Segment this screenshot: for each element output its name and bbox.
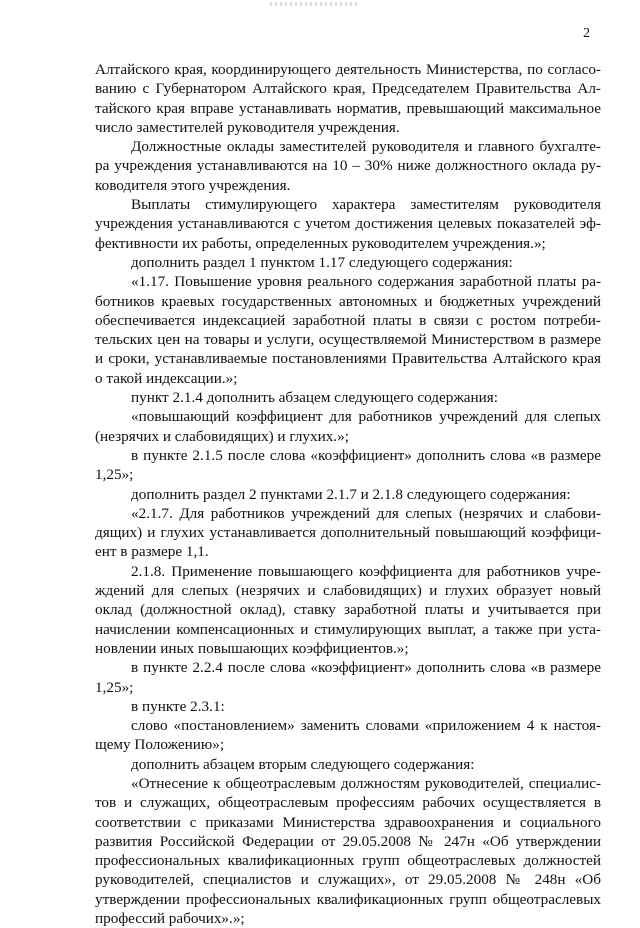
text-line: «2.1.7. Для работников учреждений для слепых (незрячих и слабови- xyxy=(131,504,601,522)
text-line: 1,25»; xyxy=(95,678,134,696)
text-line: учреждения устанавливаются с учетом достижения целевых показателей эф- xyxy=(95,215,601,233)
text-line: руководителей, специалистов и служащих», от 29.05.2008 № 248н «Об xyxy=(95,871,601,889)
text-line: «повышающий коэффициент для работников учреждений для слепых xyxy=(131,408,601,426)
text-line: Алтайского края, координирующего деятельность Министерства, по согласо- xyxy=(95,61,601,78)
text-line: «Отнесение к общеотраслевым должностям руководителей, специалис- xyxy=(131,774,601,792)
text-line: начислении компенсационных и стимулирующих выплат, а также при уста- xyxy=(95,620,601,638)
text-line: тельских цен на товары и услуги, осуществляемой Министерством в размере xyxy=(95,331,601,349)
text-line: ждений для слепых (незрячих и слабовидящих) и глухих образует новый xyxy=(95,582,601,600)
text-line: в пункте 2.3.1: xyxy=(131,697,225,715)
text-line: «1.17. Повышение уровня реального содержания заработной платы ра- xyxy=(131,273,601,291)
text-line: профессиональных квалификационных групп общеотраслевых должностей xyxy=(95,852,601,870)
text-line: о такой индексации.»; xyxy=(95,369,238,387)
text-line: новлении иных повышающих коэффициентов.»; xyxy=(95,639,409,657)
text-line: оклад (должностной оклад), ставку заработной платы и учитывается при xyxy=(95,601,601,619)
document-body xyxy=(95,60,601,928)
text-line: ботников краевых государственных автономных и бюджетных учреждений xyxy=(95,292,601,310)
text-line: 2.1.8. Применение повышающего коэффициента для работников учре- xyxy=(131,562,601,580)
text-line: Должностные оклады заместителей руководителя и главного бухгалте- xyxy=(131,138,601,156)
text-line: фективности их работы, определенных руководителем учреждения.»; xyxy=(95,234,546,252)
text-line: дополнить раздел 2 пунктами 2.1.7 и 2.1.8 следующего содержания: xyxy=(131,485,571,503)
page-number: 2 xyxy=(583,26,590,41)
text-line: тайского края вправе устанавливать норматив, превышающий максимальное xyxy=(95,99,601,117)
text-line: соответствии с приказами Министерства здравоохранения и социального xyxy=(95,813,601,831)
text-line: ководителя этого учреждения. xyxy=(95,176,291,194)
text-line: дящих) и глухих устанавливается дополнительный повышающий коэффици- xyxy=(95,524,601,542)
text-line: ванию с Губернатором Алтайского края, Председателем Правительства Ал- xyxy=(95,80,601,98)
text-line: ент в размере 1,1. xyxy=(95,543,209,561)
text-line: в пункте 2.1.5 после слова «коэффициент» дополнить слова «в размере xyxy=(131,446,601,464)
text-line: слово «постановлением» заменить словами «приложением 4 к настоя- xyxy=(131,717,601,735)
text-line: (незрячих и слабовидящих) и глухих.»; xyxy=(95,427,349,445)
text-line: и сроки, устанавливаемые постановлениями Правительства Алтайского края xyxy=(95,350,601,368)
text-line: дополнить абзацем вторым следующего содержания: xyxy=(131,755,475,773)
text-line: дополнить раздел 1 пунктом 1.17 следующего содержания: xyxy=(131,253,513,271)
text-line: Выплаты стимулирующего характера заместителям руководителя xyxy=(131,196,601,214)
text-line: 1,25»; xyxy=(95,466,134,484)
text-line: число заместителей руководителя учреждения. xyxy=(95,118,400,136)
text-line: тов и служащих, общеотраслевым профессиям рабочих осуществляется в xyxy=(95,794,601,812)
scan-noise-mark xyxy=(270,2,360,6)
text-line: утверждении профессиональных квалификационных групп общеотраслевых xyxy=(95,890,601,908)
text-line: ра учреждения устанавливаются на 10 – 30% ниже должностного оклада ру- xyxy=(95,157,601,175)
text-line: пункт 2.1.4 дополнить абзацем следующего содержания: xyxy=(131,389,499,407)
text-line: в пункте 2.2.4 после слова «коэффициент» дополнить слова «в размере xyxy=(131,659,601,677)
text-line: обеспечивается индексацией заработной платы в связи с ростом потреби- xyxy=(95,311,601,329)
text-line: щему Положению»; xyxy=(95,736,225,754)
text-line: профессий рабочих».»; xyxy=(95,910,245,928)
text-line: развития Российской Федерации от 29.05.2008 № 247н «Об утверждении xyxy=(95,832,601,850)
